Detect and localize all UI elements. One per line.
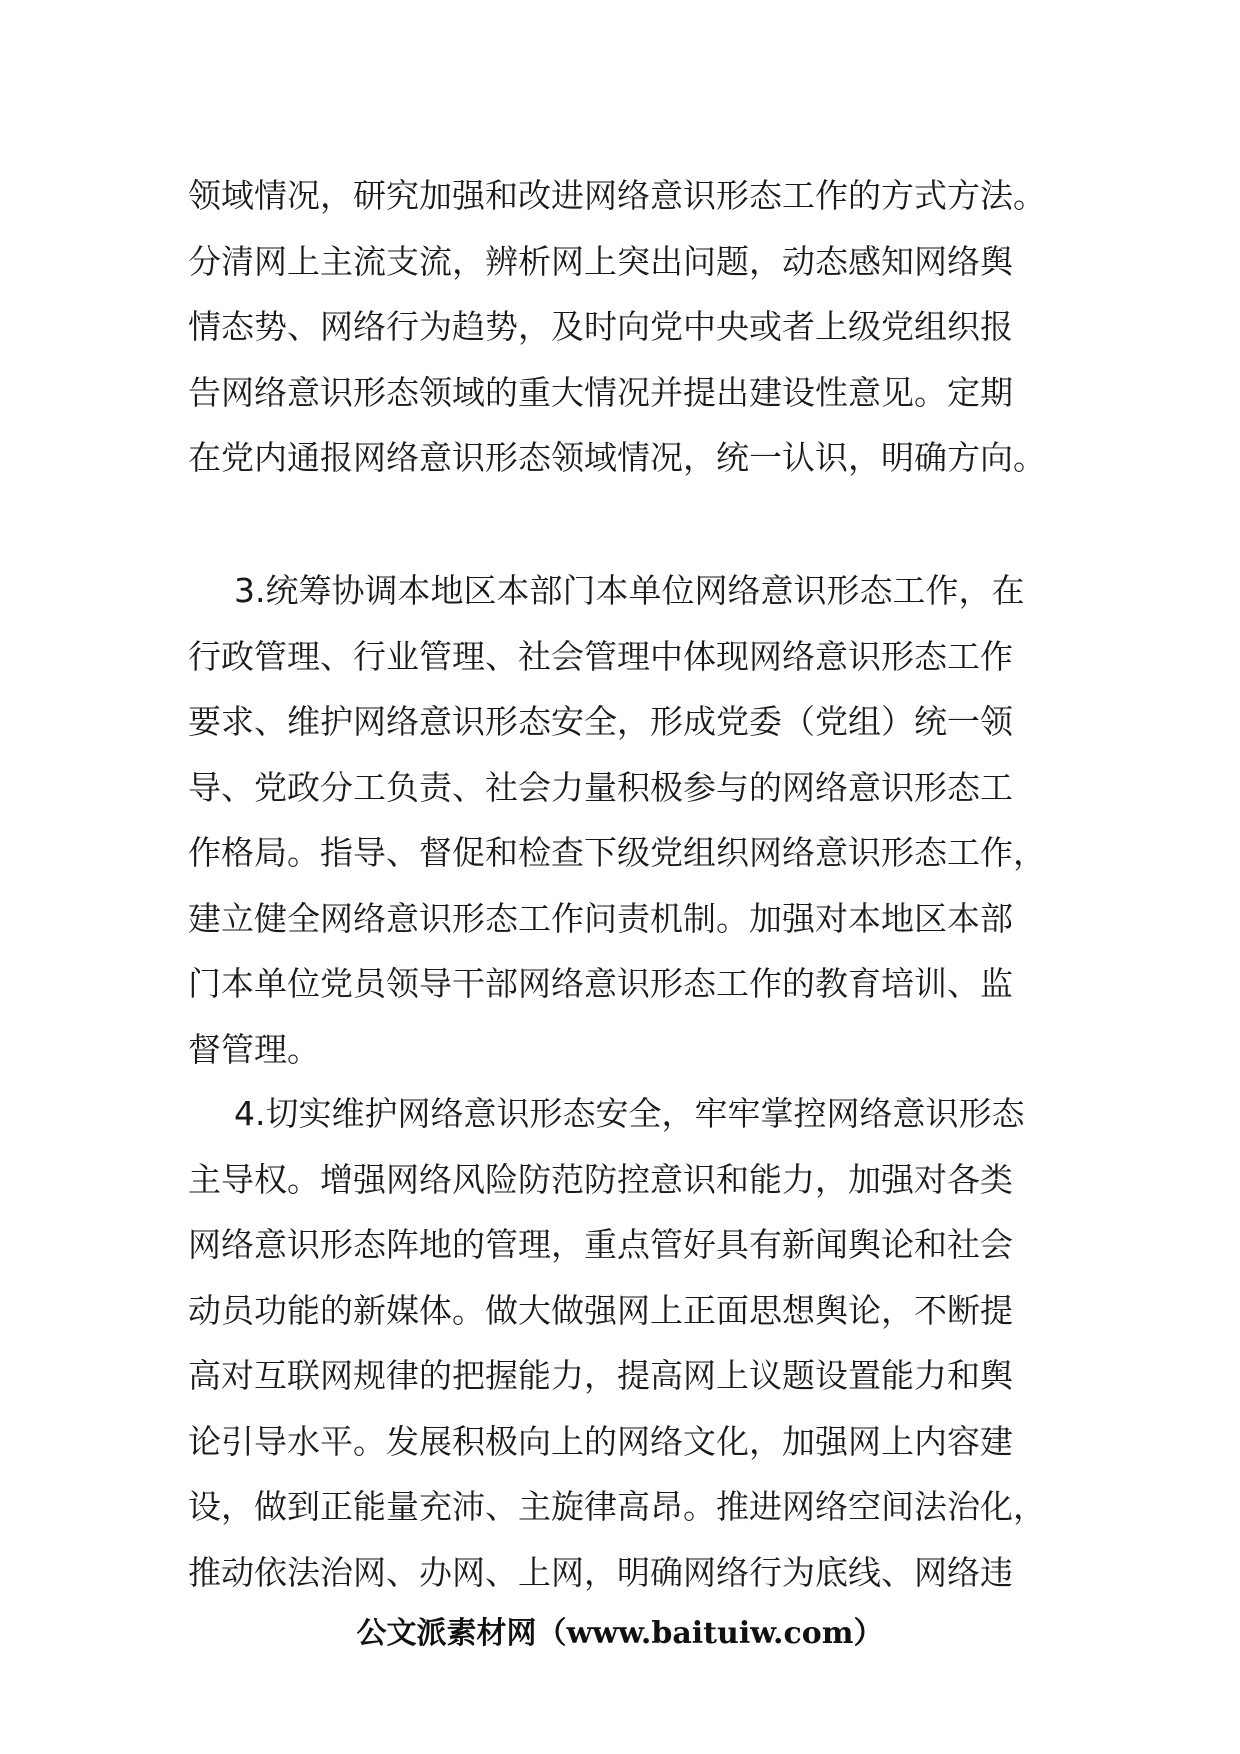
text-line: 网络意识形态阵地的管理，重点管好具有新闻舆论和社会: [188, 1225, 1013, 1264]
text-line: 领域情况，研究加强和改进网络意识形态工作的方式方法。: [188, 176, 1046, 215]
text-line: 动员功能的新媒体。做大做强网上正面思想舆论，不断提: [188, 1290, 1013, 1330]
paragraph-continuation: [188, 163, 1088, 491]
text-line: 督管理。: [188, 1029, 320, 1069]
text-line: 分清网上主流支流，辨析网上突出问题，动态感知网络舆: [188, 241, 1013, 281]
page-footer-watermark: 公文派素材网（www.baituiw.com）: [356, 1616, 884, 1651]
text-line: 3.统筹协调本地区本部门本单位网络意识形态工作，在: [234, 571, 1025, 610]
text-line: 在党内通报网络意识形态领域情况，统一认识，明确方向。: [188, 438, 1046, 477]
text-line: 论引导水平。发展积极向上的网络文化，加强网上内容建: [188, 1421, 1013, 1461]
text-line: 主导权。增强网络风险防范防控意识和能力，加强对各类: [188, 1159, 1013, 1199]
text-line: 设，做到正能量充沛、主旋律高昂。推进网络空间法治化，: [188, 1487, 1046, 1526]
paragraph-item-4: [188, 1081, 1088, 1605]
paragraph-item-3: [188, 558, 1088, 1082]
text-line: 4.切实维护网络意识形态安全，牢牢掌控网络意识形态: [234, 1094, 1025, 1133]
text-line: 告网络意识形态领域的重大情况并提出建设性意见。定期: [188, 372, 1013, 412]
text-line: 行政管理、行业管理、社会管理中体现网络意识形态工作: [188, 636, 1013, 676]
text-line: 推动依法治网、办网、上网，明确网络行为底线、网络违: [188, 1552, 1013, 1592]
text-line: 作格局。指导、督促和检查下级党组织网络意识形态工作，: [188, 833, 1046, 872]
text-line: 高对互联网规律的把握能力，提高网上议题设置能力和舆: [188, 1356, 1013, 1395]
text-line: 导、党政分工负责、社会力量积极参与的网络意识形态工: [188, 767, 1013, 807]
text-line: 要求、维护网络意识形态安全，形成党委（党组）统一领: [188, 702, 1013, 741]
text-line: 建立健全网络意识形态工作问责机制。加强对本地区本部: [188, 898, 1013, 938]
text-line: 情态势、网络行为趋势，及时向党中央或者上级党组织报: [188, 307, 1013, 346]
text-line: 门本单位党员领导干部网络意识形态工作的教育培训、监: [188, 964, 1013, 1003]
